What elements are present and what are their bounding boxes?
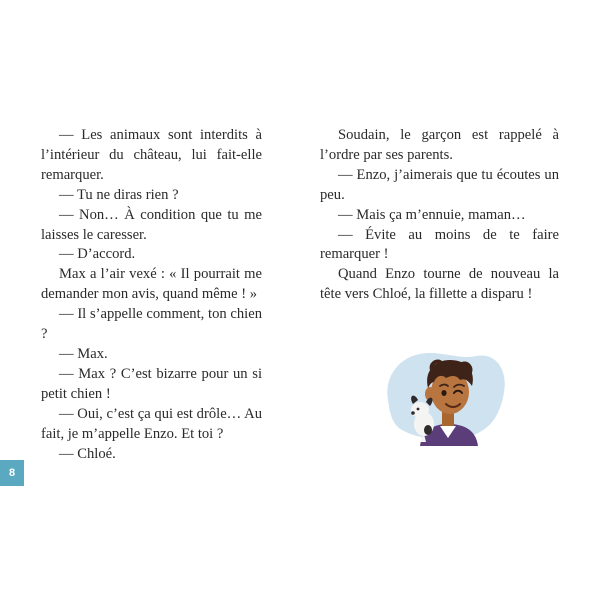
paragraph: — Max.: [59, 345, 108, 362]
paragraph: — Enzo, j’aimerais que tu écoutes un peu.: [320, 166, 559, 203]
boy-with-dog-illustration: [380, 338, 510, 448]
paragraph: Max a l’air vexé : « Il pourrait me demander mon avis, quand même ! »: [41, 266, 262, 303]
paragraph: — Tu ne diras rien ?: [59, 186, 179, 203]
paragraph: — D’accord.: [59, 246, 136, 263]
paragraph: — Il s’appelle comment, ton chien ?: [41, 306, 262, 343]
paragraph: — Chloé.: [59, 445, 116, 462]
left-text-column: [41, 126, 262, 464]
paragraph: Quand Enzo tourne de nouveau la tête vers Chloé, la fillette a disparu !: [320, 266, 559, 303]
paragraph: — Non… À condition que tu me laisses le caresser.: [41, 206, 262, 243]
page-number: 8: [0, 460, 24, 486]
paragraph: — Max ? C’est bizarre pour un si petit chien !: [41, 365, 262, 402]
paragraph: — Les animaux sont interdits à l’intérieur du château, lui fait-elle remarquer.: [41, 127, 262, 183]
paragraph: Soudain, le garçon est rappelé à l’ordre par ses parents.: [320, 127, 559, 163]
paragraph: — Évite au moins de te faire remarquer !: [320, 226, 559, 263]
paragraph: — Oui, c’est ça qui est drôle… Au fait, je m’appelle Enzo. Et toi ?: [41, 405, 262, 442]
right-text-column: [320, 126, 559, 305]
paragraph: — Mais ça m’ennuie, maman…: [338, 206, 526, 223]
